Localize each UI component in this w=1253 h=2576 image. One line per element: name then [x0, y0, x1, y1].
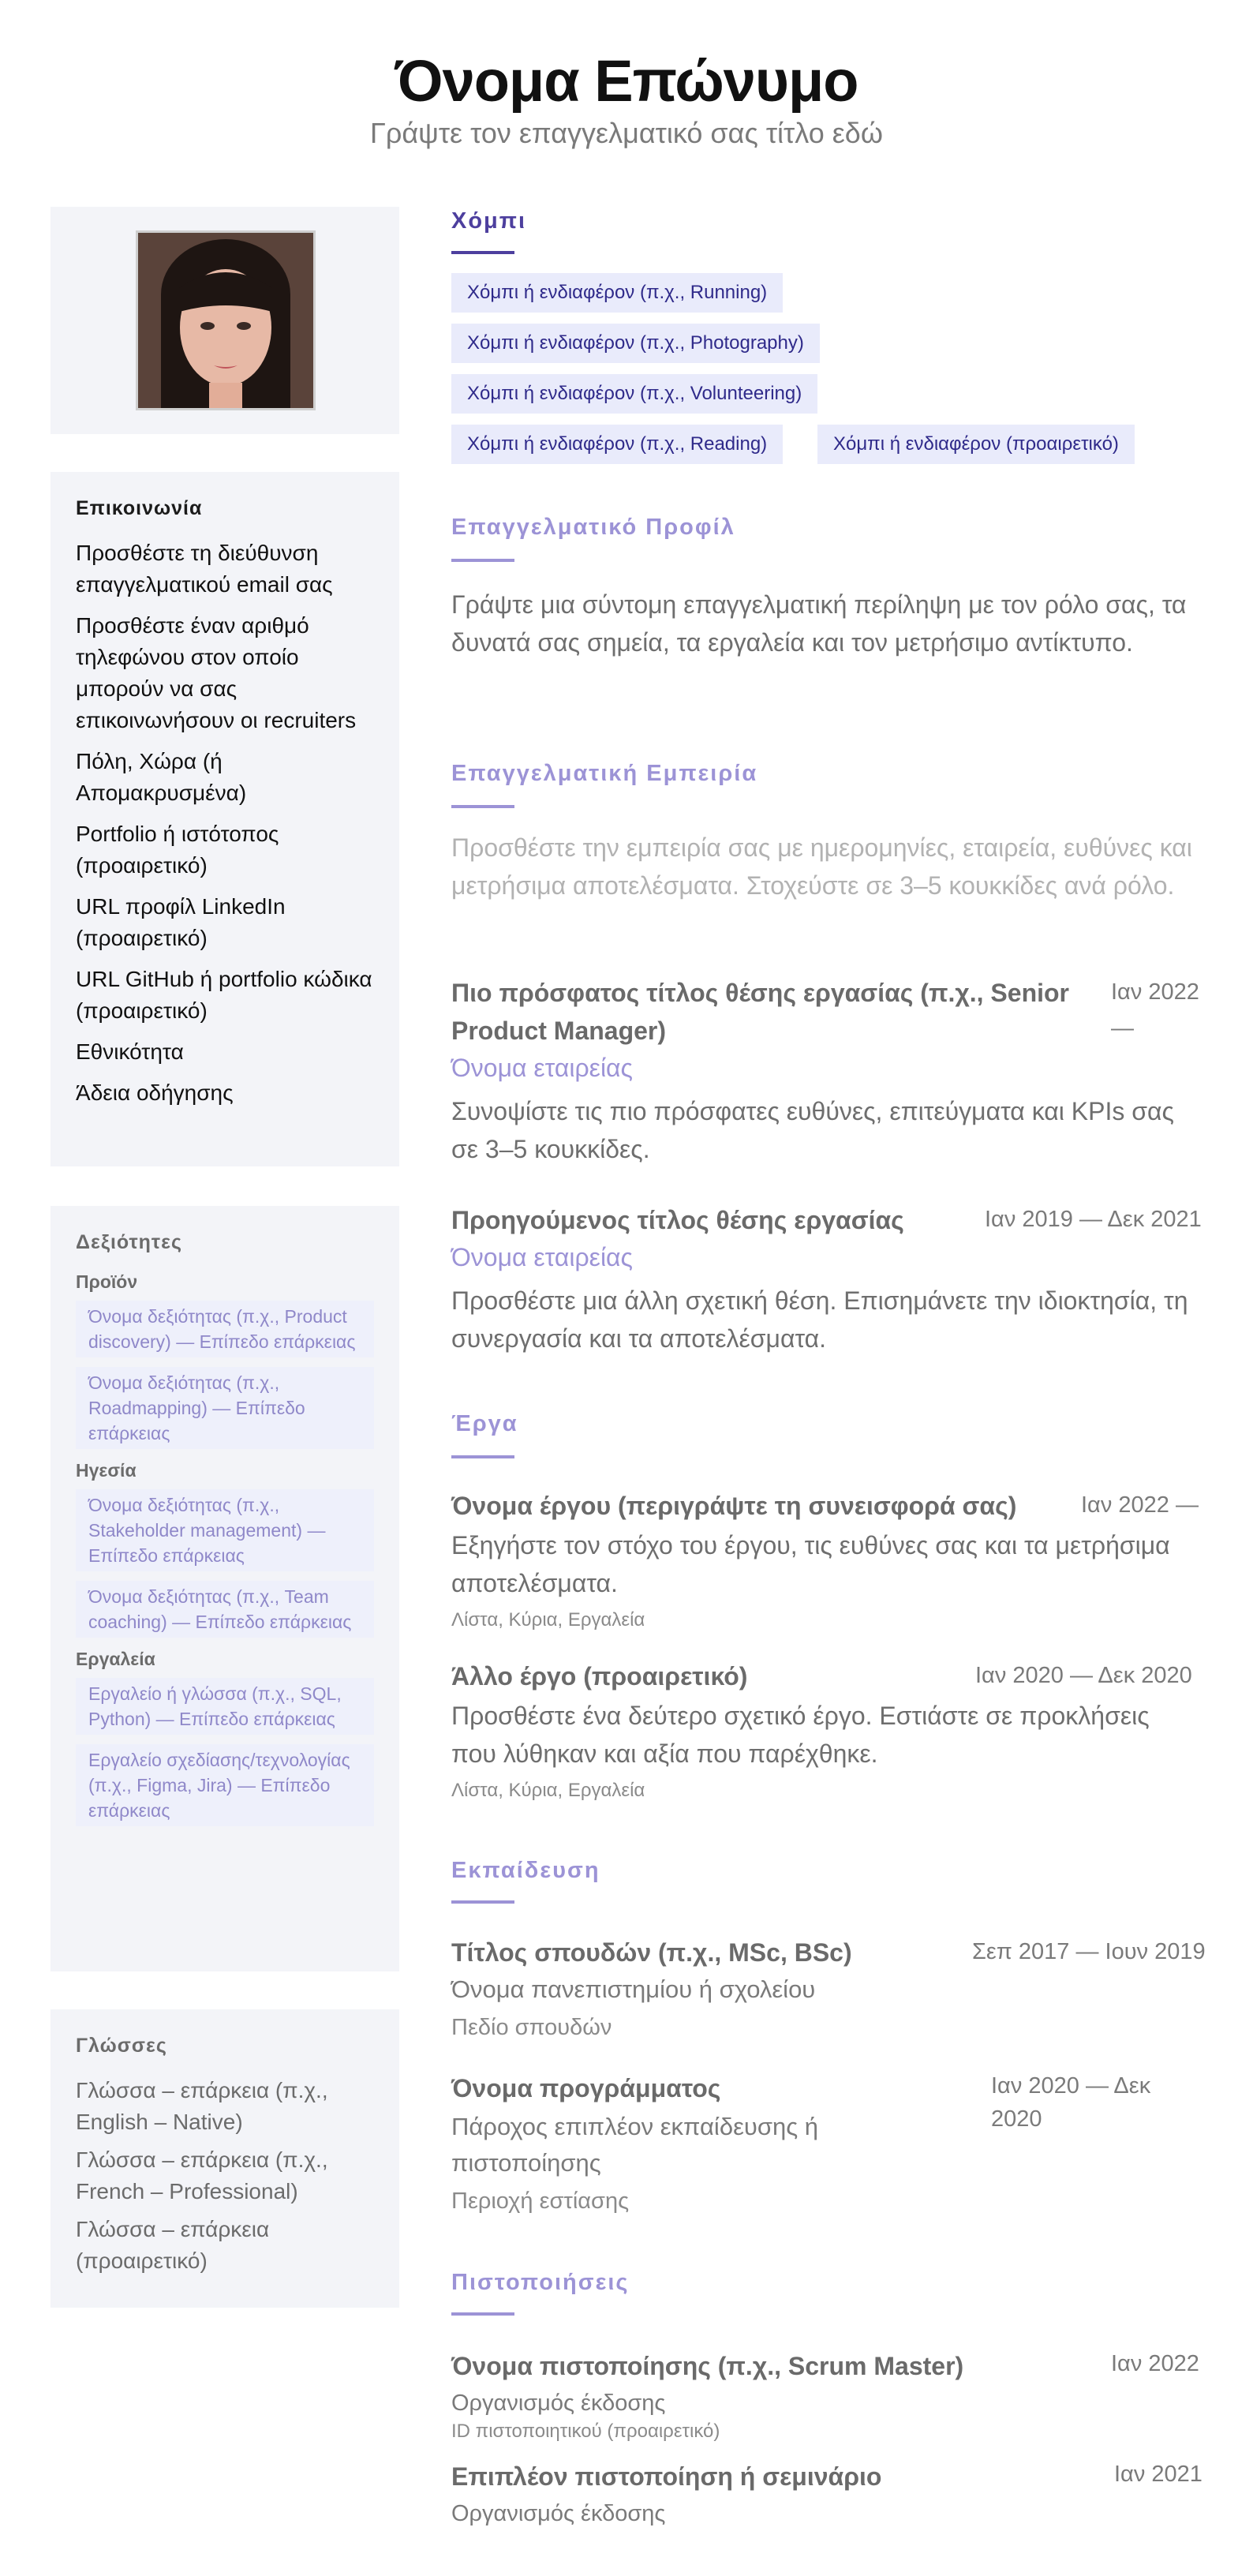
contact-card [50, 472, 399, 1166]
profile-rule [451, 559, 514, 562]
language-item: Γλώσσα – επάρκεια (π.χ., English – Native) [76, 2078, 328, 2134]
experience-date: Ιαν 2022 — [1111, 979, 1199, 1041]
certification-id: ID πιστοποιητικού (προαιρετικό) [451, 2421, 720, 2442]
project-description: Προσθέστε ένα δεύτερο σχετικό έργο. Εστιάστε σε προκλήσεις που λύθηκαν και αξία που παρέχθηκε. [451, 1702, 1150, 1768]
hobbies-rule [451, 251, 514, 254]
project-date: Ιαν 2020 — Δεκ 2020 [975, 1663, 1192, 1688]
education-heading: Εκπαίδευση [451, 1858, 600, 1883]
contact-heading: Επικοινωνία [76, 497, 203, 519]
experience-description: Προσθέστε μια άλλη σχετική θέση. Επισημάνετε την ιδιοκτησία, τη συνεργασία και τα αποτελέσματα. [451, 1286, 1188, 1353]
contact-portfolio: Portfolio ή ιστότοπος (προαιρετικό) [76, 822, 279, 878]
photo-card [50, 207, 399, 434]
skills-card [50, 1206, 399, 1971]
project-tools: Λίστα, Κύρια, Εργαλεία [451, 1609, 645, 1631]
hobby-tag: Χόμπι ή ενδιαφέρον (π.χ., Photography) [451, 324, 820, 363]
skill-chip: Εργαλείο σχεδίασης/τεχνολογίας (π.χ., Figma, Jira) — Επίπεδο επάρκειας [76, 1744, 374, 1826]
experience-description: Συνοψίστε τις πιο πρόσφατες ευθύνες, επιτεύγματα και KPIs σας σε 3–5 κουκκίδες. [451, 1097, 1174, 1163]
experience-heading: Επαγγελματική Εμπειρία [451, 761, 758, 786]
certification-date: Ιαν 2022 [1111, 2351, 1199, 2376]
skill-chip: Όνομα δεξιότητας (π.χ., Team coaching) — Επίπεδο επάρκειας [76, 1581, 374, 1638]
education-date: Σεπ 2017 — Ιουν 2019 [972, 1939, 1206, 1964]
hobbies-heading: Χόμπι [451, 208, 527, 234]
skill-group-title: Προϊόν [76, 1271, 138, 1292]
contact-nationality: Εθνικότητα [76, 1039, 184, 1064]
education-field: Περιοχή εστίασης [451, 2188, 630, 2214]
projects-heading: Έργα [451, 1411, 518, 1436]
skills-heading: Δεξιότητες [76, 1231, 182, 1253]
education-field: Πεδίο σπουδών [451, 2015, 612, 2040]
language-item: Γλώσσα – επάρκεια (π.χ., French – Professional) [76, 2147, 328, 2203]
certification-title: Όνομα πιστοποίησης (π.χ., Scrum Master) [451, 2352, 964, 2380]
experience-intro: Προσθέστε την εμπειρία σας με ημερομηνίες, εταιρεία, ευθύνες και μετρήσιμα αποτελέσματα. Στοχεύστε σε 3–5 κουκκίδες ανά ρόλο. [451, 833, 1192, 900]
profile-heading: Επαγγελματικό Προφίλ [451, 515, 735, 540]
contact-phone: Προσθέστε έναν αριθμό τηλεφώνου στον οποίο μπορούν να σας επικοινωνήσουν οι recruiters [76, 613, 357, 732]
experience-rule [451, 805, 514, 808]
project-description: Εξηγήστε τον στόχο του έργου, τις ευθύνες σας και τα μετρήσιμα αποτελέσματα. [451, 1531, 1170, 1597]
portrait-image [138, 233, 313, 408]
certification-title: Επιπλέον πιστοποίηση ή σεμινάριο [451, 2462, 882, 2491]
hobby-tag: Χόμπι ή ενδιαφέρον (π.χ., Running) [451, 273, 783, 313]
projects-rule [451, 1455, 514, 1458]
experience-company: Όνομα εταιρείας [451, 1054, 633, 1082]
skill-group-title: Εργαλεία [76, 1649, 155, 1669]
certification-date: Ιαν 2021 [1114, 2462, 1203, 2487]
contact-email: Προσθέστε τη διεύθυνση επαγγελματικού email σας [76, 541, 333, 597]
languages-heading: Γλώσσες [76, 2035, 167, 2057]
experience-title: Προηγούμενος τίτλος θέσης εργασίας [451, 1206, 904, 1234]
hobby-tag: Χόμπι ή ενδιαφέρον (π.χ., Reading) [451, 425, 783, 464]
contact-driving-license: Άδεια οδήγησης [76, 1080, 234, 1105]
contact-location: Πόλη, Χώρα (ή Απομακρυσμένα) [76, 749, 247, 805]
education-school: Όνομα πανεπιστημίου ή σχολείου [451, 1975, 816, 2003]
hobby-tag: Χόμπι ή ενδιαφέρον (προαιρετικό) [817, 425, 1135, 464]
languages-card [50, 2009, 399, 2308]
education-rule [451, 1900, 514, 1904]
skill-chip: Όνομα δεξιότητας (π.χ., Product discovery) — Επίπεδο επάρκειας [76, 1301, 374, 1357]
education-date: Ιαν 2020 — Δεκ 2020 [991, 2073, 1151, 2132]
education-degree: Όνομα προγράμματος [451, 2074, 721, 2102]
project-title: Άλλο έργο (προαιρετικό) [451, 1662, 748, 1690]
experience-date: Ιαν 2019 — Δεκ 2021 [985, 1207, 1202, 1232]
candidate-name: Όνομα Επώνυμο [395, 48, 858, 114]
certification-issuer: Οργανισμός έκδοσης [451, 2501, 666, 2526]
profile-photo [136, 230, 316, 410]
education-school: Πάροχος επιπλέον εκπαίδευσης ή πιστοποίησης [451, 2113, 819, 2177]
skill-chip: Όνομα δεξιότητας (π.χ., Stakeholder management) — Επίπεδο επάρκειας [76, 1489, 374, 1571]
contact-github: URL GitHub ή portfolio κώδικα (προαιρετικό) [76, 967, 372, 1023]
certification-issuer: Οργανισμός έκδοσης [451, 2391, 666, 2416]
skill-chip: Όνομα δεξιότητας (π.χ., Roadmapping) — Επίπεδο επάρκειας [76, 1367, 374, 1449]
skill-group-title: Ηγεσία [76, 1460, 137, 1481]
profile-summary: Γράψτε μια σύντομη επαγγελματική περίληψη με τον ρόλο σας, τα δυνατά σας σημεία, τα εργαλεία και τον μετρήσιμο αντίκτυπο. [451, 590, 1187, 657]
certifications-rule [451, 2312, 514, 2316]
project-date: Ιαν 2022 — [1081, 1492, 1199, 1518]
language-item: Γλώσσα – επάρκεια (προαιρετικό) [76, 2217, 270, 2273]
experience-company: Όνομα εταιρείας [451, 1243, 633, 1271]
project-title: Όνομα έργου (περιγράψτε τη συνεισφορά σας) [451, 1492, 1017, 1520]
skill-chip: Εργαλείο ή γλώσσα (π.χ., SQL, Python) — Επίπεδο επάρκειας [76, 1678, 374, 1735]
experience-title: Πιο πρόσφατος τίτλος θέσης εργασίας (π.χ., Senior Product Manager) [451, 979, 1069, 1045]
contact-linkedin: URL προφίλ LinkedIn (προαιρετικό) [76, 894, 286, 950]
professional-title: Γράψτε τον επαγγελματικό σας τίτλο εδώ [370, 117, 883, 149]
education-degree: Τίτλος σπουδών (π.χ., MSc, BSc) [451, 1938, 852, 1967]
hobby-tag: Χόμπι ή ενδιαφέρον (π.χ., Volunteering) [451, 374, 817, 414]
certifications-heading: Πιστοποιήσεις [451, 2270, 630, 2295]
project-tools: Λίστα, Κύρια, Εργαλεία [451, 1780, 645, 1801]
